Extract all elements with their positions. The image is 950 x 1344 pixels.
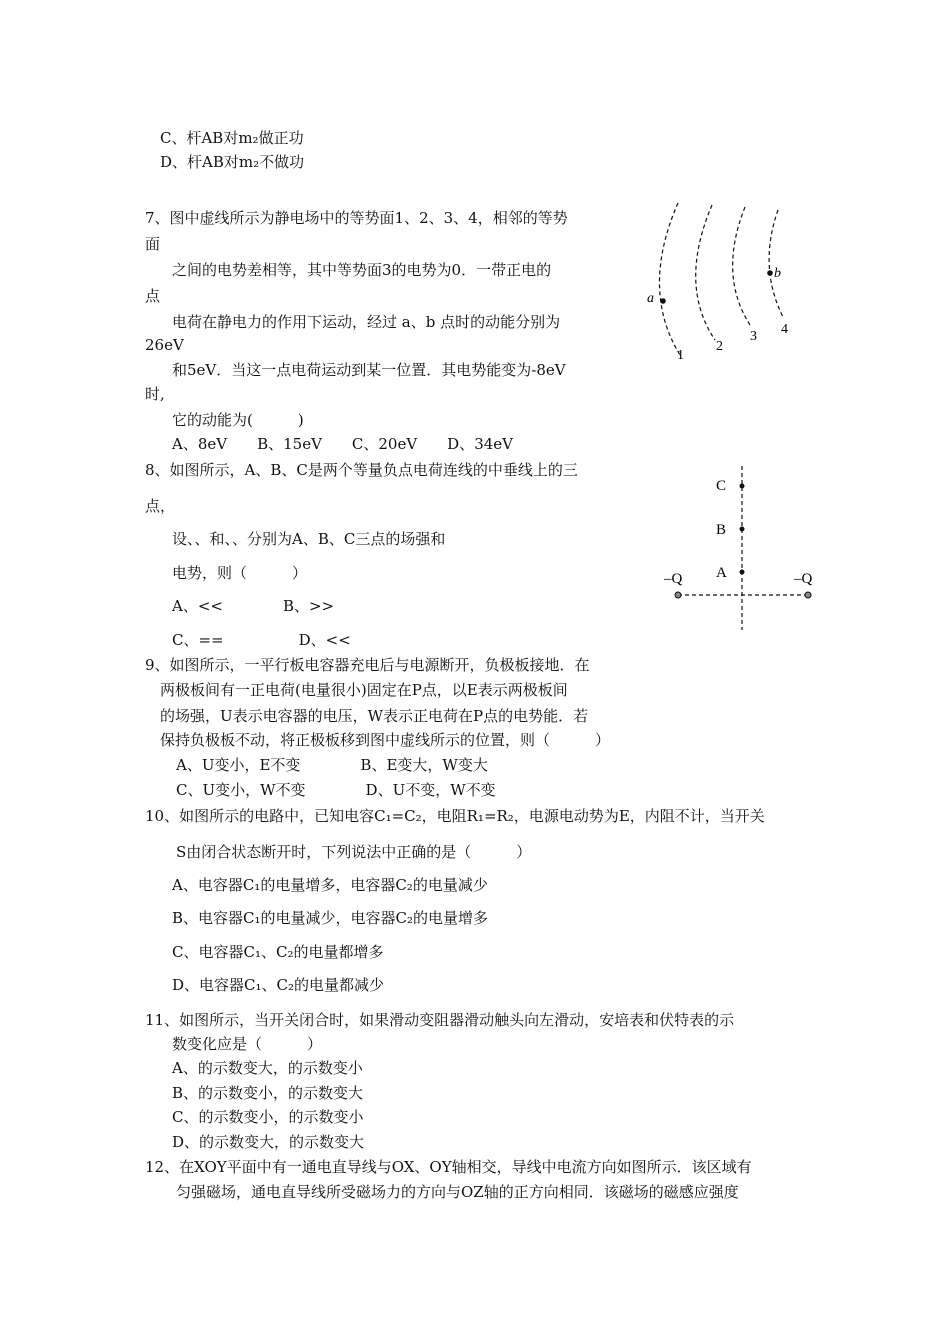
q12-stem-2: 匀强磁场，通电直导线所受磁场力的方向与OZ轴的正方向相同．该磁场的磁感应强度	[176, 1183, 739, 1201]
q8-options-cd: C、== D、<<	[172, 631, 351, 649]
q7-stem-2: 面	[145, 235, 161, 253]
q8-stem-4: 电势，则（ ）	[172, 564, 308, 582]
q11-stem-1: 11、如图所示，当开关闭合时，如果滑动变阻器滑动触头向左滑动，安培表和伏特表的示	[145, 1011, 735, 1029]
right-charge	[805, 592, 811, 598]
q9-stem-1: 9、如图所示，一平行板电容器充电后与电源断开，负极板接地．在	[145, 656, 590, 674]
point-b-dot	[740, 527, 745, 532]
q8-stem-3: 设、、和、、分别为A、B、C三点的场强和	[172, 530, 446, 548]
q11-option-a: A、的示数变大，的示数变小	[172, 1059, 363, 1077]
q9-stem-3: 的场强，U表示电容器的电压，W表示正电荷在P点的电势能．若	[160, 707, 589, 725]
left-charge-label: –Q	[664, 571, 683, 587]
right-charge-label: –Q	[794, 571, 813, 587]
q9-options-ab: A、U变小，E不变 B、E变大，W变大	[176, 756, 488, 774]
q7-equipotential-figure	[630, 195, 810, 370]
surface-label-1: 1	[677, 348, 684, 363]
q10-option-a: A、电容器C₁的电量增多，电容器C₂的电量减少	[172, 876, 488, 894]
q7-stem-8: 时,	[145, 385, 165, 403]
q7-options: A、8eV B、15eV C、20eV D、34eV	[172, 435, 514, 453]
surface-label-3: 3	[750, 329, 757, 344]
q10-option-b: B、电容器C₁的电量减少，电容器C₂的电量增多	[172, 909, 489, 927]
q8-charges-figure	[660, 462, 830, 634]
q9-stem-2: 两极板间有一正电荷(电量很小)固定在P点，以E表示两极板间	[160, 681, 568, 699]
point-a-label: A	[716, 565, 727, 581]
surface-label-2: 2	[716, 339, 723, 354]
q12-stem-1: 12、在XOY平面中有一通电直导线与OX、OY轴相交，导线中电流方向如图所示．该区域有	[145, 1158, 752, 1176]
point-c-label: C	[716, 478, 727, 494]
q11-option-b: B、的示数变小，的示数变大	[172, 1084, 364, 1102]
q7-stem-7: 和5eV．当这一点电荷运动到某一位置．其电势能变为-8eV	[172, 361, 566, 379]
q6-option-d: D、杆AB对m₂不做功	[160, 153, 305, 171]
q8-stem-2: 点，	[145, 497, 176, 515]
q10-stem-2: S由闭合状态断开时，下列说法中正确的是（ ）	[176, 843, 532, 861]
q11-option-d: D、的示数变大，的示数变大	[172, 1133, 365, 1151]
point-b-label: b	[774, 266, 781, 281]
q7-stem-4: 点	[145, 287, 161, 305]
q8-options-ab: A、<< B、>>	[172, 597, 335, 615]
point-a-dot	[660, 298, 666, 304]
q11-option-c: C、的示数变小，的示数变小	[172, 1108, 364, 1126]
q9-stem-4: 保持负极板不动，将正极板移到图中虚线所示的位置，则（ ）	[160, 731, 611, 749]
q7-stem-9: 它的动能为( )	[172, 411, 304, 429]
q10-option-d: D、电容器C₁、C₂的电量都减少	[172, 976, 385, 994]
q7-stem-3: 之间的电势差相等，其中等势面3的电势为0．一带正电的	[172, 261, 552, 279]
equipotential-line-3	[733, 207, 750, 325]
q7-stem-5: 电荷在静电力的作用下运动，经过 a、b 点时的动能分别为	[172, 313, 561, 331]
point-a-dot	[740, 570, 745, 575]
point-a-label: a	[647, 291, 654, 306]
q8-stem-1: 8、如图所示，A、B、C是两个等量负点电荷连线的中垂线上的三	[145, 461, 578, 479]
q11-stem-2: 数变化应是（ ）	[172, 1035, 323, 1053]
point-b-dot	[767, 270, 773, 276]
point-c-dot	[740, 484, 745, 489]
equipotential-line-4	[769, 210, 783, 317]
q10-option-c: C、电容器C₁、C₂的电量都增多	[172, 943, 384, 961]
equipotential-line-1	[659, 203, 680, 355]
q10-stem-1: 10、如图所示的电路中，已知电容C₁=C₂，电阻R₁=R₂，电源电动势为E，内阻不计，当开关	[145, 807, 765, 825]
q6-option-c: C、杆AB对m₂做正功	[160, 129, 304, 147]
q7-stem-1: 7、图中虚线所示为静电场中的等势面1、2、3、4，相邻的等势	[145, 209, 568, 227]
equipotential-line-2	[696, 205, 715, 340]
left-charge	[675, 592, 681, 598]
point-b-label: B	[716, 522, 727, 538]
surface-label-4: 4	[781, 322, 788, 337]
q7-stem-6: 26eV	[145, 336, 184, 354]
q9-options-cd: C、U变小，W不变 D、U不变，W不变	[176, 781, 496, 799]
